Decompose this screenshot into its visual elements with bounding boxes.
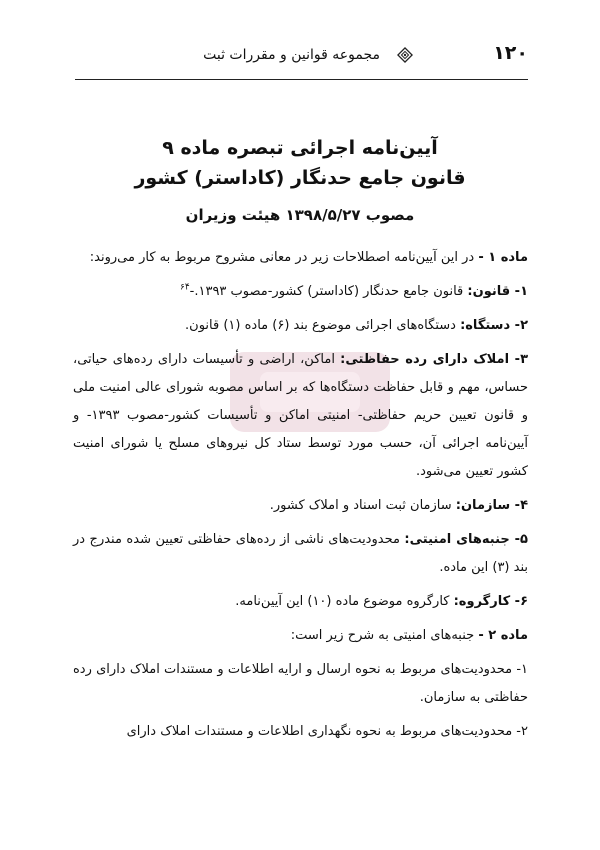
definition-label: ۵- جنبه‌های امنیتی: [404,532,528,547]
definition-security-aspects [73,526,528,582]
approval-line: مصوب ۱۳۹۸/۵/۲۷ هیئت وزیران [185,206,415,224]
running-title: مجموعه قوانین و مقررات ثبت [203,47,380,63]
definition-protected-property [73,346,528,486]
paragraph-text: اماکن، اراضی و تأسیسات دارای رده‌های حیاتی، حساس، مهم و قابل حفاظت دستگاه‌ها که بر اساس مصوبه شورای عالی امنیت ملی و قانون تعیین حریم حفاظتی- امنیتی اماکن و تأسیسات کشور-مصوب ۱۳۹۳- و آیین‌نامه اجرائی آن، حسب مورد توسط ستاد کل نیروهای مسلح یا شورای امنیت کشور تعیین می‌شود. [73,352,528,479]
paragraph-text: سازمان ثبت اسناد و املاک کشور. [269,498,456,513]
list-item: ۱- محدودیت‌های مربوط به نحوه ارسال و ارایه اطلاعات و مستندات املاک دارای رده حفاظتی به سازمان. [73,662,528,705]
paragraph-text: جنبه‌های امنیتی به شرح زیر است: [290,628,479,643]
article-label: ماده ۱ - [478,250,528,265]
definition-organization [73,492,528,520]
definition-working-group [73,588,528,616]
list-item: ۲- محدودیت‌های مربوط به نحوه نگهداری اطلاعات و مستندات املاک دارای [126,724,528,739]
definition-law [73,278,528,306]
definition-label: ۴- سازمان: [455,498,528,513]
document-title [60,133,540,193]
definition-agency [73,312,528,340]
header-divider [75,79,528,80]
document-body [73,244,528,752]
paragraph-text: قانون جامع حدنگار (کاداستر) کشور-مصوب ۱۳۹۳.- [189,284,468,299]
title-line-1: آیین‌نامه اجرائی تبصره ماده ۹ [162,137,438,159]
paragraph-text: در این آیین‌نامه اصطلاحات زیر در معانی مشروح مربوط به کار می‌روند: [89,250,479,265]
article-label: ماده ۲ - [478,628,528,643]
definition-label: ۲- دستگاه: [460,318,528,333]
diamond-ornament-icon [394,44,416,66]
title-line-2: قانون جامع حدنگار (کاداستر) کشور [134,167,466,189]
paragraph-text: محدودیت‌های ناشی از رده‌های حفاظتی تعیین شده مندرج در بند (۳) این ماده. [73,532,528,575]
article-1 [73,244,528,272]
running-header [75,40,528,76]
paragraph-text: کارگروه موضوع ماده (۱۰) این آیین‌نامه. [235,594,454,609]
paragraph-text: دستگاه‌های اجرائی موضوع بند (۶) ماده (۱) قانون. [185,318,461,333]
definition-label: ۱- قانون: [467,284,528,299]
article-2 [73,622,528,650]
definition-label: ۶- کارگروه: [453,594,528,609]
definition-label: ۳- املاک دارای رده حفاظتی: [340,352,528,367]
footnote-reference: ۶۴ [179,282,190,293]
page-number: ۱۲۰ [493,42,528,64]
